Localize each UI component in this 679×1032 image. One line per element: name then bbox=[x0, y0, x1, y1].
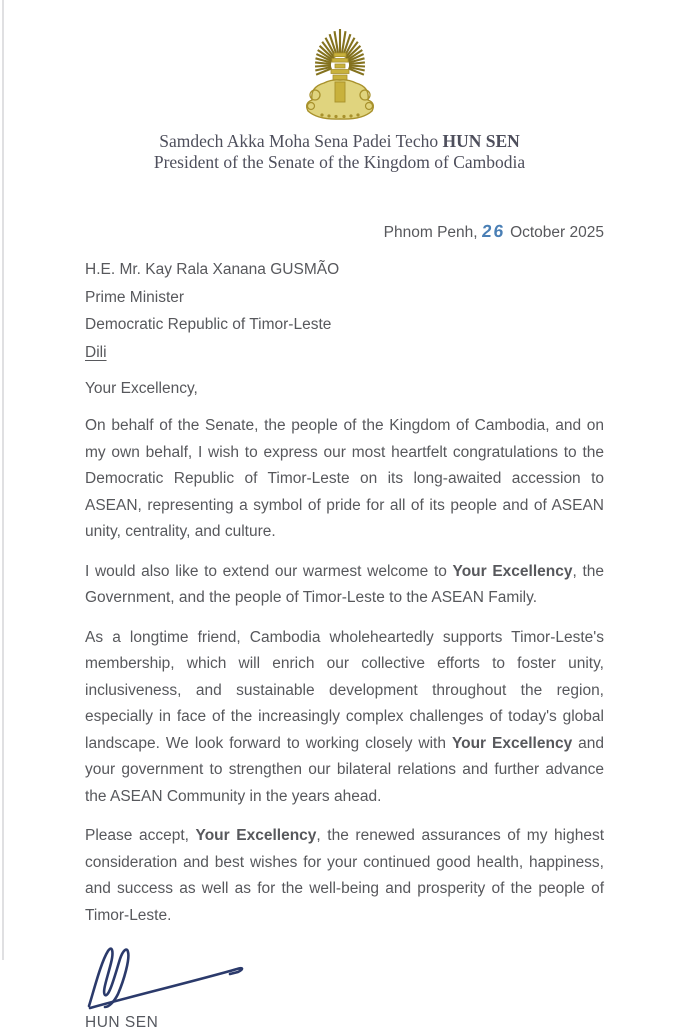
paragraph-text: On behalf of the Senate, the people of the Kingdom of Cambodia, and on my own behalf, I wish to express our most heartfelt congratulations to the Democratic Republic of Timor-Leste on its long-awaited accession to ASEAN, representing a symbol of pride for all of its people and of ASEAN unity, centrality, and culture. bbox=[85, 417, 604, 540]
emphasized-text: Your Excellency bbox=[451, 734, 573, 752]
recipient-country: Democratic Republic of Timor-Leste bbox=[85, 316, 332, 333]
letter-body bbox=[85, 413, 604, 929]
signer-name: HUN SEN bbox=[85, 1014, 159, 1031]
signature-block bbox=[85, 942, 604, 1032]
letterhead-title bbox=[0, 131, 679, 152]
handwritten-day: 26 bbox=[480, 221, 507, 241]
handwritten-signature bbox=[81, 942, 271, 1012]
letterhead-subtitle: President of the Senate of the Kingdom of Cambodia bbox=[153, 152, 526, 172]
emphasized-text: Your Excellency bbox=[452, 562, 573, 580]
paragraph-text: and your government to strengthen our bilateral relations and further advance the ASEAN Community in the years ahead. bbox=[85, 734, 604, 805]
paragraph-text: Please accept, bbox=[85, 827, 196, 844]
recipient-city: Dili bbox=[85, 343, 107, 361]
recipient-block bbox=[85, 256, 604, 366]
emphasized-text: Your Excellency bbox=[195, 827, 317, 844]
salutation: Your Excellency, bbox=[85, 380, 198, 397]
letterhead-title-name: HUN SEN bbox=[442, 131, 520, 151]
recipient-name: H.E. Mr. Kay Rala Xanana GUSMÃO bbox=[85, 261, 340, 278]
paragraph-3 bbox=[85, 625, 604, 811]
letter-content bbox=[85, 221, 604, 1032]
paragraph-text: As a longtime friend, Cambodia wholeheartedly supports Timor-Leste's membership, which will enrich our collective efforts to foster unity, inclusiveness, and sustainable development throughout the region, especially in face of the increasingly complex challenges of today's global landscape. We look forward to working closely with bbox=[85, 628, 604, 752]
letterhead bbox=[0, 0, 679, 173]
scan-edge-shadow bbox=[2, 0, 4, 960]
date-month-year: October 2025 bbox=[510, 224, 604, 241]
recipient-title: Prime Minister bbox=[85, 288, 185, 306]
royal-arms-of-cambodia-emblem bbox=[301, 24, 379, 122]
paragraph-2 bbox=[85, 559, 604, 612]
paragraph-1 bbox=[85, 413, 604, 546]
date-line bbox=[85, 221, 604, 243]
letterhead-title-prefix: Samdech Akka Moha Sena Padei Techo bbox=[159, 131, 443, 151]
paragraph-text: I would also like to extend our warmest welcome to bbox=[85, 562, 453, 580]
date-place: Phnom Penh, bbox=[383, 224, 478, 241]
paragraph-text: , the renewed assurances of my highest consideration and best wishes for your continued good health, happiness, and success as well as for the well-being and prosperity of the people of Timor-Leste. bbox=[85, 827, 605, 924]
paragraph-text: , the Government, and the people of Timor-Leste to the ASEAN Family. bbox=[85, 562, 604, 606]
paragraph-4 bbox=[85, 823, 604, 929]
